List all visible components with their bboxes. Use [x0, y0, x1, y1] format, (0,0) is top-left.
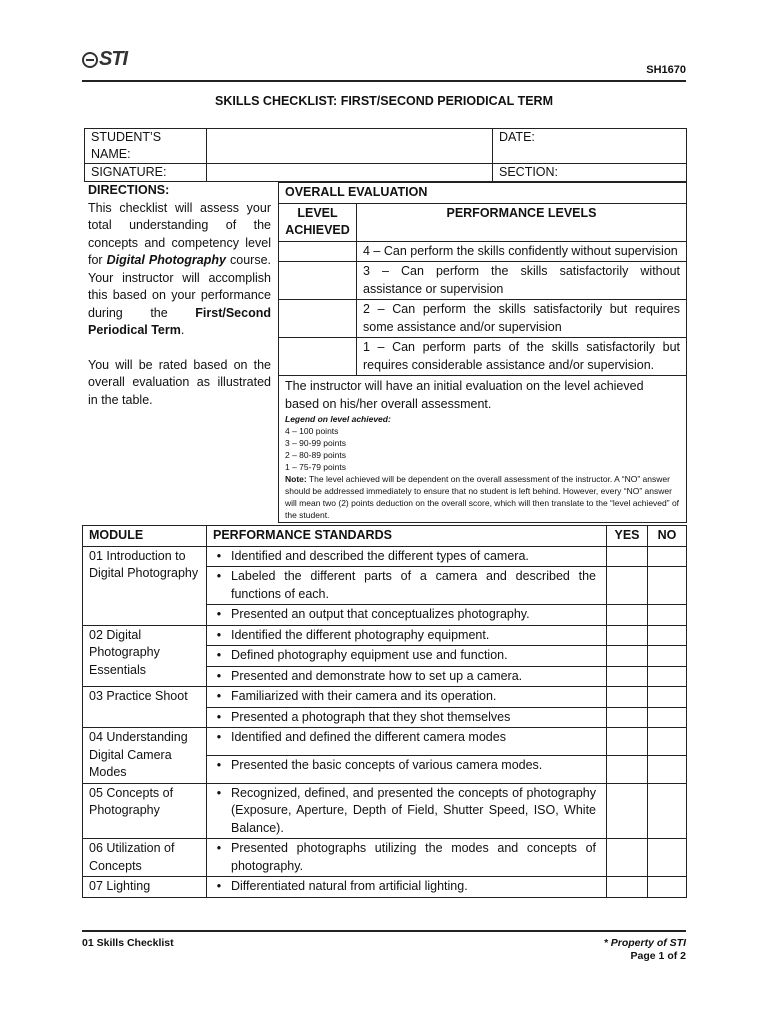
signature-label: SIGNATURE: — [85, 164, 207, 182]
performance-standard — [207, 839, 607, 877]
directions-rating-text: You will be rated based on the overall evaluation as illustrated in the table. — [88, 357, 271, 407]
property-notice: * Property of STI — [603, 937, 686, 949]
yes-checkbox[interactable] — [607, 877, 648, 898]
legend-item: 1 – 75-79 points — [285, 462, 346, 472]
yes-checkbox[interactable] — [607, 839, 648, 877]
performance-standard — [207, 567, 607, 605]
no-checkbox[interactable] — [648, 687, 687, 708]
standard-text: Presented a photograph that they shot themselves — [231, 709, 511, 724]
legend-item: 3 – 90-99 points — [285, 438, 346, 448]
bullet-icon: • — [216, 627, 222, 642]
bullet-icon: • — [216, 709, 222, 724]
no-checkbox[interactable] — [648, 646, 687, 667]
legend-title: Legend on level achieved: — [285, 414, 391, 424]
overall-evaluation-title: OVERALL EVALUATION — [279, 183, 687, 204]
no-checkbox[interactable] — [648, 783, 687, 839]
module-name: 06 Utilization of Concepts — [83, 839, 207, 877]
bullet-icon: • — [216, 879, 222, 893]
bottom-divider — [82, 930, 686, 932]
performance-standard — [207, 783, 607, 839]
bullet-icon: • — [216, 569, 222, 583]
date-label[interactable]: DATE: — [493, 129, 687, 164]
directions-heading: DIRECTIONS: — [88, 183, 170, 197]
student-info-table — [84, 128, 687, 182]
module-header: MODULE — [83, 526, 207, 547]
no-checkbox[interactable] — [648, 707, 687, 728]
student-name-field[interactable] — [207, 129, 493, 164]
footer-title: 01 Skills Checklist — [82, 937, 174, 949]
level-2-description: 2 – Can perform the skills satisfactorily but requires some assistance and/or supervision — [357, 300, 687, 338]
table-row — [83, 546, 687, 567]
level-achieved-header: LEVEL ACHIEVED — [279, 203, 357, 241]
bullet-icon: • — [216, 757, 222, 772]
module-name: 02 Digital Photography Essentials — [83, 625, 207, 687]
term-name: First/Second Periodical Term — [88, 305, 271, 337]
yes-checkbox[interactable] — [607, 666, 648, 687]
standard-text: Differentiated natural from artificial lighting. — [231, 879, 468, 893]
standard-text: Familiarized with their camera and its operation. — [231, 689, 497, 703]
no-checkbox[interactable] — [648, 567, 687, 605]
performance-standard — [207, 646, 607, 667]
module-name: 05 Concepts of Photography — [83, 783, 207, 839]
level-1-checkbox[interactable] — [279, 338, 357, 376]
module-name: 04 Understanding Digital Camera Modes — [83, 728, 207, 784]
performance-standard — [207, 728, 607, 756]
no-checkbox[interactable] — [648, 839, 687, 877]
standard-text: Identified the different photography equipment. — [231, 627, 490, 642]
level-2-checkbox[interactable] — [279, 300, 357, 338]
yes-checkbox[interactable] — [607, 567, 648, 605]
bullet-icon: • — [216, 668, 222, 683]
evaluation-note: Note: The level achieved will be dependent on the overall assessment of the instructor. A “NO” answer should be addressed immediately to ensure that no student is left behind. However, every “NO” answer will mean two (2) points deduction on the overall score, which will then translate to the “level achieved” of the student. — [285, 474, 680, 520]
top-divider — [82, 80, 686, 82]
standard-text: Identified and described the different types of camera. — [231, 548, 529, 563]
level-3-checkbox[interactable] — [279, 262, 357, 300]
table-row — [83, 839, 687, 877]
sti-logo — [82, 48, 127, 71]
table-row — [83, 728, 687, 756]
bullet-icon: • — [216, 841, 222, 855]
page-number: Page 1 of 2 — [630, 950, 686, 962]
performance-standard — [207, 687, 607, 708]
bullet-icon: • — [216, 607, 222, 621]
no-checkbox[interactable] — [648, 755, 687, 783]
globe-icon — [82, 52, 98, 68]
yes-checkbox[interactable] — [607, 646, 648, 667]
no-checkbox[interactable] — [648, 605, 687, 626]
performance-standard — [207, 707, 607, 728]
yes-checkbox[interactable] — [607, 625, 648, 646]
performance-standard — [207, 625, 607, 646]
standard-text: Labeled the different parts of a camera and described the functions of each. — [231, 569, 596, 601]
no-header: NO — [648, 526, 687, 547]
bullet-icon: • — [216, 648, 222, 662]
level-4-description: 4 – Can perform the skills confidently without supervision — [357, 241, 687, 262]
module-name: 07 Lighting — [83, 877, 207, 898]
performance-levels-header: PERFORMANCE LEVELS — [357, 203, 687, 241]
student-name-label: STUDENT’S NAME: — [85, 129, 207, 164]
section-label[interactable]: SECTION: — [493, 164, 687, 182]
yes-header: YES — [607, 526, 648, 547]
performance-standard — [207, 877, 607, 898]
standard-text: Presented an output that conceptualizes photography. — [231, 607, 530, 621]
performance-standard — [207, 755, 607, 783]
legend-item: 4 – 100 points — [285, 426, 339, 436]
document-code: SH1670 — [646, 64, 686, 76]
overall-evaluation-table — [278, 182, 687, 523]
standard-text: Identified and defined the different camera modes — [231, 730, 506, 744]
directions-text: This checklist will assess your total understanding of the concepts and competency level for Digital Photography course. Your instructor will accomplish this based on your performance during the First/Second Periodical Term. — [88, 200, 272, 337]
standard-text: Recognized, defined, and presented the concepts of photography (Exposure, Aperture, Depth of Field, Shutter Speed, ISO, White Balance). — [231, 785, 596, 835]
bullet-icon: • — [216, 689, 222, 703]
no-checkbox[interactable] — [648, 666, 687, 687]
no-checkbox[interactable] — [648, 625, 687, 646]
yes-checkbox[interactable] — [607, 687, 648, 708]
bullet-icon: • — [216, 785, 222, 800]
table-row — [83, 625, 687, 646]
standard-text: Presented the basic concepts of various camera modes. — [231, 757, 543, 772]
bullet-icon: • — [216, 548, 222, 563]
no-checkbox[interactable] — [648, 877, 687, 898]
directions-block — [88, 182, 271, 409]
yes-checkbox[interactable] — [607, 755, 648, 783]
bullet-icon: • — [216, 730, 222, 744]
signature-field[interactable] — [207, 164, 493, 182]
module-name: 03 Practice Shoot — [83, 687, 207, 728]
standard-text: Presented and demonstrate how to set up a camera. — [231, 668, 523, 683]
modules-table — [82, 525, 687, 898]
performance-standard — [207, 546, 607, 567]
yes-checkbox[interactable] — [607, 707, 648, 728]
evaluation-notes — [279, 376, 687, 523]
legend-item: 2 – 80-89 points — [285, 450, 346, 460]
table-row — [83, 783, 687, 839]
course-name: Digital Photography — [106, 253, 226, 267]
standard-text: Defined photography equipment use and function. — [231, 648, 508, 662]
level-4-checkbox[interactable] — [279, 241, 357, 262]
performance-standard — [207, 666, 607, 687]
footer-right — [604, 937, 686, 963]
table-row — [83, 687, 687, 708]
yes-checkbox[interactable] — [607, 728, 648, 756]
level-3-description: 3 – Can perform the skills satisfactorily without assistance or supervision — [357, 262, 687, 300]
no-checkbox[interactable] — [648, 728, 687, 756]
document-title: SKILLS CHECKLIST: FIRST/SECOND PERIODICAL TERM — [215, 94, 553, 108]
standard-text: Presented photographs utilizing the modes and concepts of photography. — [231, 841, 596, 873]
module-name: 01 Introduction to Digital Photography — [83, 546, 207, 625]
level-1-description: 1 – Can perform parts of the skills satisfactorily but requires considerable assistance and/or supervision. — [357, 338, 687, 376]
standards-header: PERFORMANCE STANDARDS — [207, 526, 607, 547]
table-row — [83, 877, 687, 898]
performance-standard — [207, 605, 607, 626]
no-checkbox[interactable] — [648, 546, 687, 567]
yes-checkbox[interactable] — [607, 783, 648, 839]
instructor-note: The instructor will have an initial evaluation on the level achieved based on his/her overall assessment. — [285, 379, 644, 411]
yes-checkbox[interactable] — [607, 605, 648, 626]
logo-text: STI — [99, 48, 128, 70]
yes-checkbox[interactable] — [607, 546, 648, 567]
